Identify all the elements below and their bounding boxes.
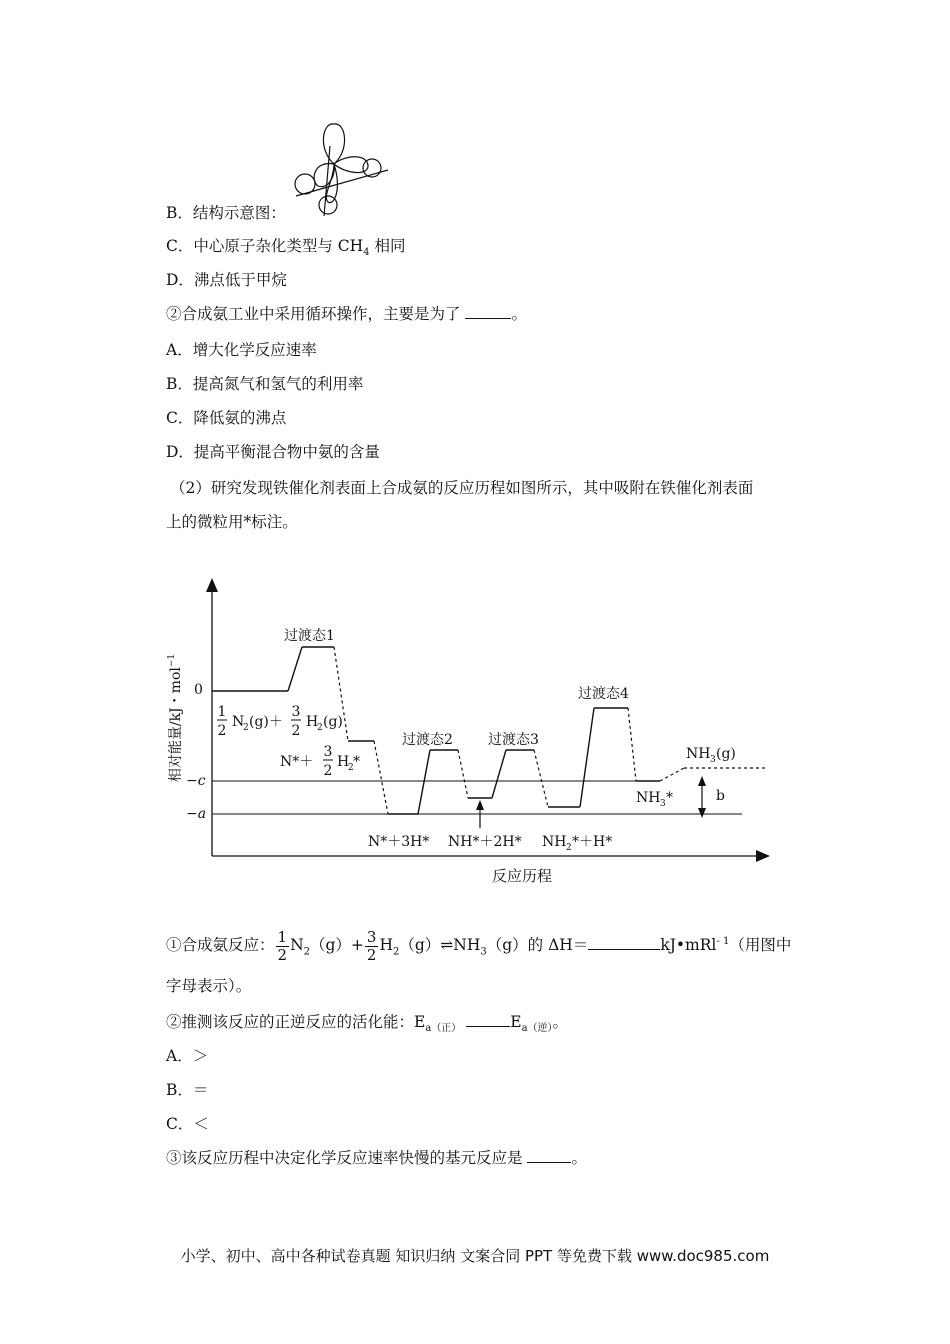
question-2-2-end: 。 bbox=[552, 1013, 569, 1031]
question-2-1-prefix: ①合成氨反应： bbox=[166, 936, 275, 955]
svg-text:(g): (g) bbox=[716, 746, 736, 762]
tick-a: −a bbox=[186, 806, 207, 822]
question-2-intro-line2: 上的微粒用*标注。 bbox=[166, 513, 298, 531]
n2-sub: 2 bbox=[303, 946, 310, 958]
ea-text: E bbox=[510, 1013, 522, 1031]
nh3-sub: 3 bbox=[480, 946, 487, 958]
question-2-3-text: ③该反应历程中决定化学反应速率快慢的基元反应是 bbox=[166, 1149, 528, 1167]
q1-2-option-b: B．提高氮气和氢气的利用率 bbox=[166, 375, 364, 393]
svg-text:NH: NH bbox=[636, 790, 661, 806]
svg-text:NH: NH bbox=[542, 834, 567, 850]
g2-text: （g）⇌NH bbox=[399, 936, 481, 955]
q1-2-option-d: D．提高平衡混合物中氨的含量 bbox=[166, 443, 380, 461]
fraction-den: 2 bbox=[366, 945, 377, 964]
answer-blank[interactable] bbox=[466, 1012, 510, 1027]
q1-2-option-a: A．增大化学反应速率 bbox=[166, 341, 317, 359]
svg-text:2: 2 bbox=[323, 763, 333, 779]
option-b-structure: B．结构示意图： bbox=[166, 204, 286, 222]
option-c-text: C．中心原子杂化类型与 CH bbox=[166, 237, 364, 255]
option-d-boiling: D．沸点低于甲烷 bbox=[166, 271, 287, 289]
svg-text:*: * bbox=[353, 754, 360, 770]
svg-text:H: H bbox=[306, 714, 319, 730]
svg-text:2: 2 bbox=[217, 723, 227, 739]
state-n-h2-label bbox=[280, 744, 360, 779]
svg-text:*: * bbox=[666, 790, 673, 806]
molecule-structure-icon bbox=[288, 120, 398, 220]
answer-blank[interactable] bbox=[527, 1148, 571, 1163]
y-axis-label: 相对能量/kJ・mol$^{-1}$ bbox=[167, 653, 184, 783]
question-1-2-text: ②合成氨工业中采用循环操作，主要是为了 bbox=[166, 305, 466, 323]
h2-sub: 2 bbox=[393, 946, 400, 958]
question-2-1-line2: 字母表示）。 bbox=[166, 977, 252, 995]
svg-text:N: N bbox=[232, 714, 245, 730]
svg-text:(g): (g) bbox=[323, 714, 343, 730]
svg-text:2: 2 bbox=[348, 763, 354, 773]
ts4-label: 过渡态4 bbox=[578, 686, 629, 702]
ts1-label: 过渡态1 bbox=[284, 628, 335, 644]
question-2-3 bbox=[166, 1148, 587, 1168]
b-label: b bbox=[716, 788, 725, 804]
fraction-num: 1 bbox=[277, 927, 288, 946]
ts2-label: 过渡态2 bbox=[402, 732, 453, 748]
ea-reverse-sub: a（逆） bbox=[521, 1023, 553, 1035]
svg-text:2: 2 bbox=[243, 723, 249, 733]
g1-text: （g）+ bbox=[310, 936, 364, 955]
h2-text: H bbox=[379, 936, 393, 955]
energy-profile-diagram bbox=[160, 570, 780, 890]
question-2-3-end: 。 bbox=[571, 1149, 587, 1167]
reactant-label bbox=[217, 704, 343, 739]
svg-text:3: 3 bbox=[660, 799, 666, 809]
unit-sup: - 1 bbox=[716, 936, 730, 947]
tick-c: −c bbox=[186, 773, 206, 789]
question-2-2-text: ②推测该反应的正逆反应的活化能：E bbox=[166, 1013, 426, 1031]
x-axis-label: 反应历程 bbox=[492, 867, 553, 885]
fraction-half bbox=[276, 929, 290, 964]
svg-text:N*＋: N*＋ bbox=[280, 754, 314, 770]
question-2-1 bbox=[166, 920, 791, 964]
svg-text:NH: NH bbox=[686, 746, 711, 762]
svg-text:2: 2 bbox=[317, 723, 323, 733]
q1-2-option-c: C．降低氨的沸点 bbox=[166, 409, 287, 427]
svg-text:3: 3 bbox=[323, 744, 333, 760]
state-nh-2h-label: NH*＋2H* bbox=[448, 834, 522, 850]
n2-text: N bbox=[290, 936, 304, 955]
svg-text:1: 1 bbox=[217, 704, 227, 720]
option-c-hybrid bbox=[166, 236, 405, 263]
svg-text:3: 3 bbox=[710, 755, 716, 765]
state-nh3-gas-label bbox=[686, 746, 736, 765]
state-nh2-h-label bbox=[542, 834, 612, 853]
unit-text: kJ•mRl bbox=[660, 936, 717, 955]
svg-text:(g)＋: (g)＋ bbox=[249, 714, 283, 730]
g3-text: （g）的 ΔH＝ bbox=[486, 936, 589, 955]
fraction-three-halves bbox=[365, 929, 379, 964]
svg-text:H: H bbox=[337, 754, 350, 770]
option-c-sub: 4 bbox=[363, 247, 370, 259]
q2-2-option-b: B．＝ bbox=[166, 1081, 209, 1099]
q2-2-option-a: A．＞ bbox=[166, 1047, 209, 1065]
fraction-num: 3 bbox=[366, 927, 377, 946]
tick-zero: 0 bbox=[194, 682, 203, 698]
ts3-label: 过渡态3 bbox=[488, 732, 539, 748]
ea-forward-sub: a（正） bbox=[425, 1023, 462, 1035]
state-n-3h-label: N*＋3H* bbox=[368, 834, 430, 850]
svg-text:2: 2 bbox=[566, 843, 572, 853]
question-2-2 bbox=[166, 1012, 568, 1039]
option-c-suffix: 相同 bbox=[369, 237, 406, 255]
svg-text:*＋H*: *＋H* bbox=[572, 834, 613, 850]
answer-blank[interactable] bbox=[465, 304, 511, 319]
question-2-intro-line1: （2）研究发现铁催化剂表面上合成氨的反应历程如图所示，其中吸附在铁催化剂表面 bbox=[170, 479, 754, 497]
state-nh3-ads-label bbox=[636, 790, 673, 809]
q2-2-option-c: C．＜ bbox=[166, 1115, 209, 1133]
svg-text:2: 2 bbox=[291, 723, 301, 739]
page-footer: 小学、初中、高中各种试卷真题 知识归纳 文案合同 PPT 等免费下载 www.doc985.com bbox=[180, 1247, 770, 1265]
answer-blank[interactable] bbox=[588, 935, 660, 950]
question-1-2-end: 。 bbox=[511, 305, 527, 323]
question-1-2 bbox=[166, 304, 527, 324]
question-2-1-tail: （用图中 bbox=[729, 936, 792, 955]
fraction-den: 2 bbox=[277, 945, 288, 964]
svg-text:3: 3 bbox=[291, 704, 301, 720]
